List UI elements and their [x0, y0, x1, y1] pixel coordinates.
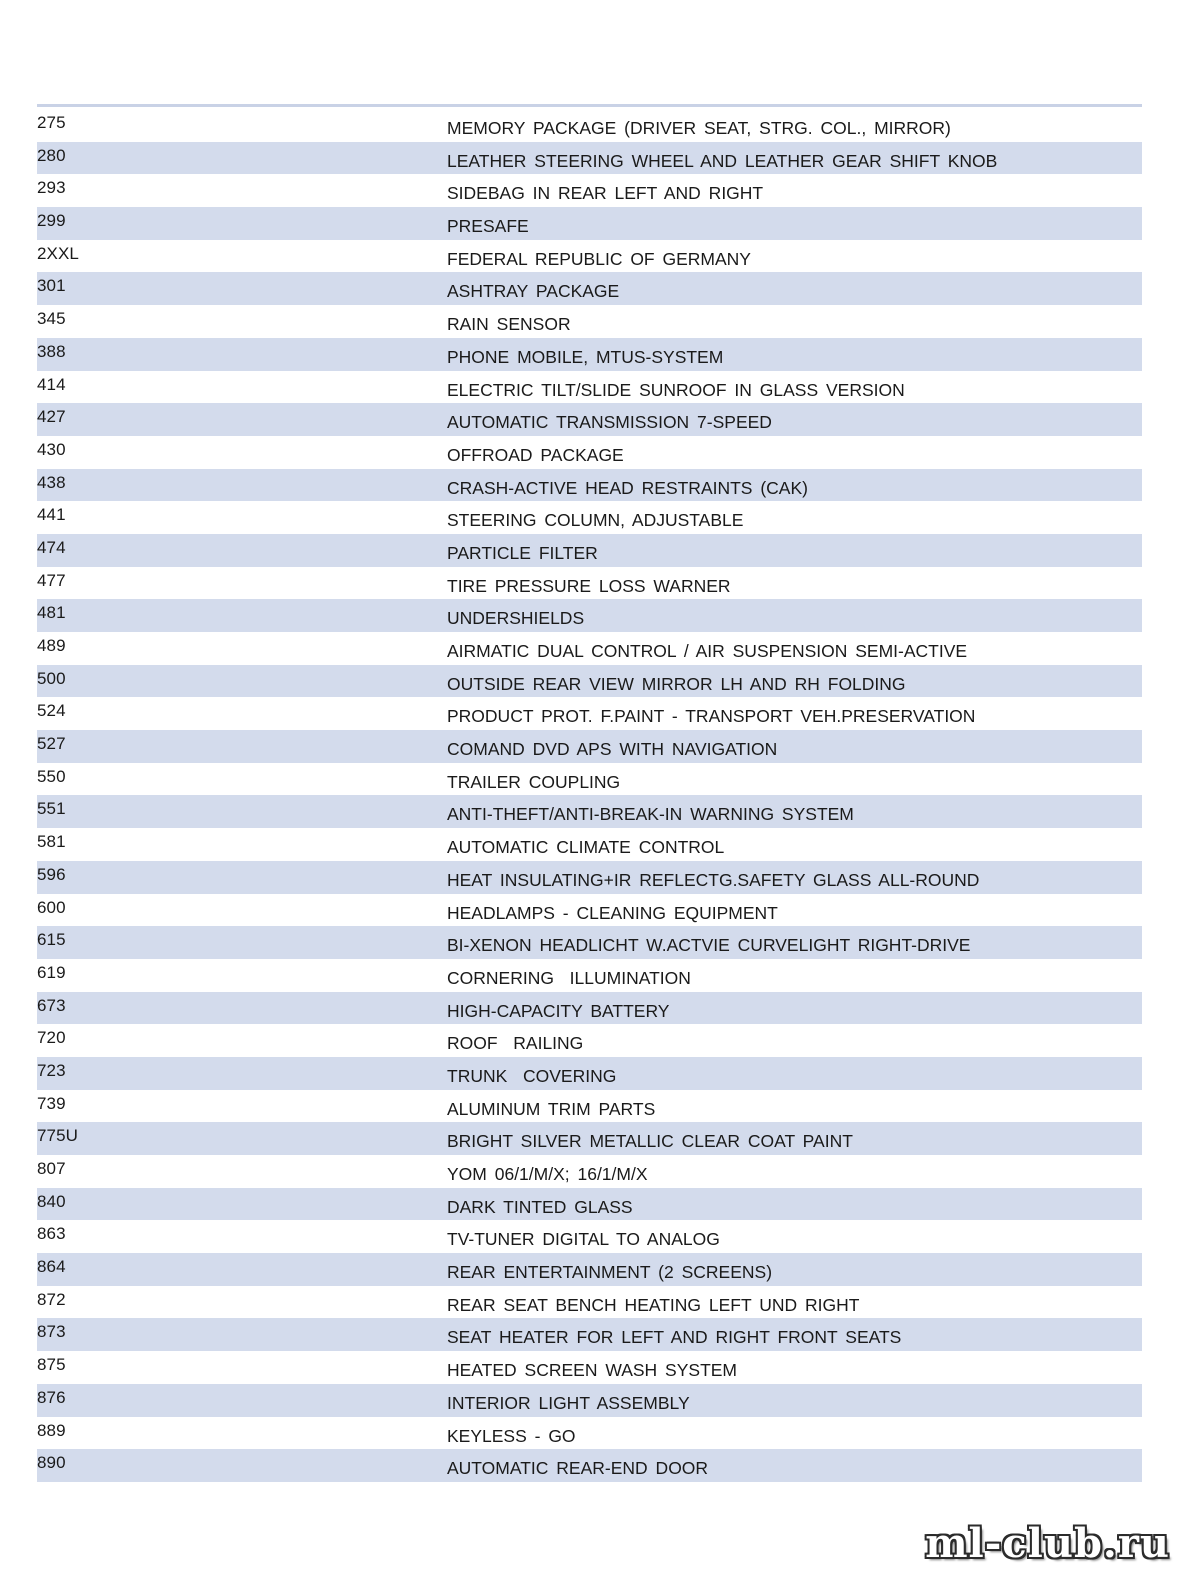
option-description: CORNERING ILLUMINATION: [447, 967, 691, 988]
option-description: HEATED SCREEN WASH SYSTEM: [447, 1360, 738, 1381]
option-code: 807: [37, 1159, 66, 1178]
table-row: [37, 992, 1142, 1025]
option-description: STEERING COLUMN, ADJUSTABLE: [447, 510, 744, 531]
table-row: [37, 1188, 1142, 1221]
table-row: [37, 1253, 1142, 1286]
option-code: 723: [37, 1060, 66, 1080]
option-description: MEMORY PACKAGE (DRIVER SEAT, STRG. COL., MIRROR): [447, 118, 951, 138]
option-description: ASHTRAY PACKAGE: [447, 281, 620, 302]
table-row: [37, 894, 1142, 927]
table-row: [37, 142, 1142, 175]
option-code: 873: [37, 1322, 66, 1342]
table-row: [37, 305, 1142, 338]
table-row: [37, 1351, 1142, 1384]
option-code: 600: [37, 897, 66, 917]
option-description: ELECTRIC TILT/SLIDE SUNROOF IN GLASS VERSION: [447, 379, 905, 400]
table-row: [37, 1024, 1142, 1057]
table-row: [37, 1090, 1142, 1123]
table-row: [37, 959, 1142, 992]
watermark-logo: ml-club.ru: [925, 1520, 1170, 1567]
option-code: 474: [37, 537, 66, 557]
option-code: 890: [37, 1453, 66, 1473]
table-row: [37, 763, 1142, 796]
option-description: TIRE PRESSURE LOSS WARNER: [447, 575, 731, 596]
table-row: [37, 1318, 1142, 1351]
option-code: 581: [37, 832, 66, 852]
table-row: [37, 665, 1142, 698]
table-row: [37, 534, 1142, 567]
option-code: 876: [37, 1387, 66, 1407]
option-code: 889: [37, 1420, 66, 1440]
option-code: 430: [37, 439, 66, 459]
option-description: UNDERSHIELDS: [447, 608, 585, 629]
option-code-table: [37, 109, 1142, 1482]
option-description: BRIGHT SILVER METALLIC CLEAR COAT PAINT: [447, 1131, 853, 1152]
table-row: [37, 1122, 1142, 1155]
option-code: 875: [37, 1355, 66, 1375]
option-description: AUTOMATIC TRANSMISSION 7-SPEED: [447, 412, 772, 433]
option-description: PRESAFE: [447, 216, 529, 237]
table-row: [37, 1417, 1142, 1450]
option-description: PHONE MOBILE, MTUS-SYSTEM: [447, 346, 724, 367]
option-code: 840: [37, 1191, 66, 1211]
option-description: KEYLESS - GO: [447, 1425, 576, 1446]
option-description: CRASH-ACTIVE HEAD RESTRAINTS (CAK): [447, 477, 808, 498]
table-row: [37, 567, 1142, 600]
option-code: 414: [37, 374, 66, 394]
option-description: FEDERAL REPUBLIC OF GERMANY: [447, 248, 751, 269]
option-description: AIRMATIC DUAL CONTROL / AIR SUSPENSION SEMI-ACTIVE: [447, 641, 968, 661]
option-description: DARK TINTED GLASS: [447, 1196, 633, 1217]
table-row: [37, 599, 1142, 632]
option-code: 293: [37, 178, 66, 198]
table-row: [37, 828, 1142, 861]
option-description: ALUMINUM TRIM PARTS: [447, 1098, 656, 1119]
option-description: SEAT HEATER FOR LEFT AND RIGHT FRONT SEATS: [447, 1327, 902, 1348]
option-code: 477: [37, 570, 66, 590]
option-code: 619: [37, 962, 66, 982]
option-description: REAR ENTERTAINMENT (2 SCREENS): [447, 1262, 773, 1283]
option-code: 489: [37, 636, 66, 655]
table-row: [37, 1449, 1142, 1482]
table-row: [37, 371, 1142, 404]
option-description: BI-XENON HEADLICHT W.ACTVIE CURVELIGHT RIGHT-DRIVE: [447, 935, 971, 956]
option-code: 441: [37, 505, 66, 525]
option-description: TRUNK COVERING: [447, 1065, 617, 1086]
option-description: COMAND DVD APS WITH NAVIGATION: [447, 739, 778, 760]
option-description: ROOF RAILING: [447, 1033, 584, 1054]
table-row: [37, 1384, 1142, 1417]
table-row: [37, 469, 1142, 502]
option-code: 550: [37, 766, 66, 786]
option-description: OFFROAD PACKAGE: [447, 444, 624, 465]
table-row: [37, 697, 1142, 730]
table-row: [37, 109, 1142, 142]
option-code: 615: [37, 930, 66, 950]
table-row: [37, 272, 1142, 305]
option-code: 427: [37, 407, 66, 427]
option-code: 673: [37, 995, 66, 1015]
option-code: 2XXL: [37, 243, 79, 263]
option-code: 863: [37, 1224, 66, 1244]
option-description: PARTICLE FILTER: [447, 542, 598, 563]
option-description: TRAILER COUPLING: [447, 771, 621, 792]
option-description: REAR SEAT BENCH HEATING LEFT UND RIGHT: [447, 1294, 860, 1315]
option-code: 527: [37, 734, 66, 754]
top-rule: [37, 104, 1142, 107]
option-code: 500: [37, 668, 66, 688]
option-code: 551: [37, 799, 66, 819]
option-code: 596: [37, 864, 66, 884]
option-description: PRODUCT PROT. F.PAINT - TRANSPORT VEH.PRESERVATION: [447, 706, 976, 727]
table-row: [37, 1286, 1142, 1319]
option-code: 299: [37, 211, 66, 231]
table-row: [37, 1057, 1142, 1090]
table-row: [37, 240, 1142, 273]
option-code: 280: [37, 145, 66, 165]
table-row: [37, 207, 1142, 240]
option-code: 301: [37, 276, 66, 296]
table-row: [37, 436, 1142, 469]
option-code: 739: [37, 1093, 66, 1113]
table-row: [37, 926, 1142, 959]
option-description: HIGH-CAPACITY BATTERY: [447, 1000, 670, 1021]
option-description: YOM 06/1/M/X; 16/1/M/X: [447, 1164, 648, 1184]
table-row: [37, 338, 1142, 371]
option-code: 481: [37, 603, 66, 623]
option-code: 872: [37, 1289, 66, 1309]
option-description: HEADLAMPS - CLEANING EQUIPMENT: [447, 902, 778, 923]
option-code: 275: [37, 113, 66, 132]
table-row: [37, 1155, 1142, 1188]
table-row: [37, 501, 1142, 534]
option-description: INTERIOR LIGHT ASSEMBLY: [447, 1392, 690, 1413]
option-description: LEATHER STEERING WHEEL AND LEATHER GEAR SHIFT KNOB: [447, 150, 998, 171]
table-row: [37, 174, 1142, 207]
table-row: [37, 1220, 1142, 1253]
table-row: [37, 795, 1142, 828]
table-row: [37, 730, 1142, 763]
option-description: AUTOMATIC CLIMATE CONTROL: [447, 837, 725, 858]
option-description: AUTOMATIC REAR-END DOOR: [447, 1458, 709, 1479]
table-row: [37, 403, 1142, 436]
table-row: [37, 632, 1142, 665]
option-code: 720: [37, 1028, 66, 1048]
option-code: 438: [37, 472, 66, 492]
option-code: 524: [37, 701, 66, 721]
option-description: SIDEBAG IN REAR LEFT AND RIGHT: [447, 183, 764, 204]
option-description: RAIN SENSOR: [447, 314, 571, 335]
option-code: 345: [37, 309, 66, 329]
option-code: 775U: [37, 1126, 79, 1146]
option-description: OUTSIDE REAR VIEW MIRROR LH AND RH FOLDING: [447, 673, 906, 694]
table-row: [37, 861, 1142, 894]
option-code: 388: [37, 341, 66, 361]
option-code: 864: [37, 1257, 66, 1277]
option-description: ANTI-THEFT/ANTI-BREAK-IN WARNING SYSTEM: [447, 804, 854, 825]
option-description: HEAT INSULATING+IR REFLECTG.SAFETY GLASS ALL-ROUND: [447, 869, 980, 890]
option-description: TV-TUNER DIGITAL TO ANALOG: [447, 1229, 720, 1250]
